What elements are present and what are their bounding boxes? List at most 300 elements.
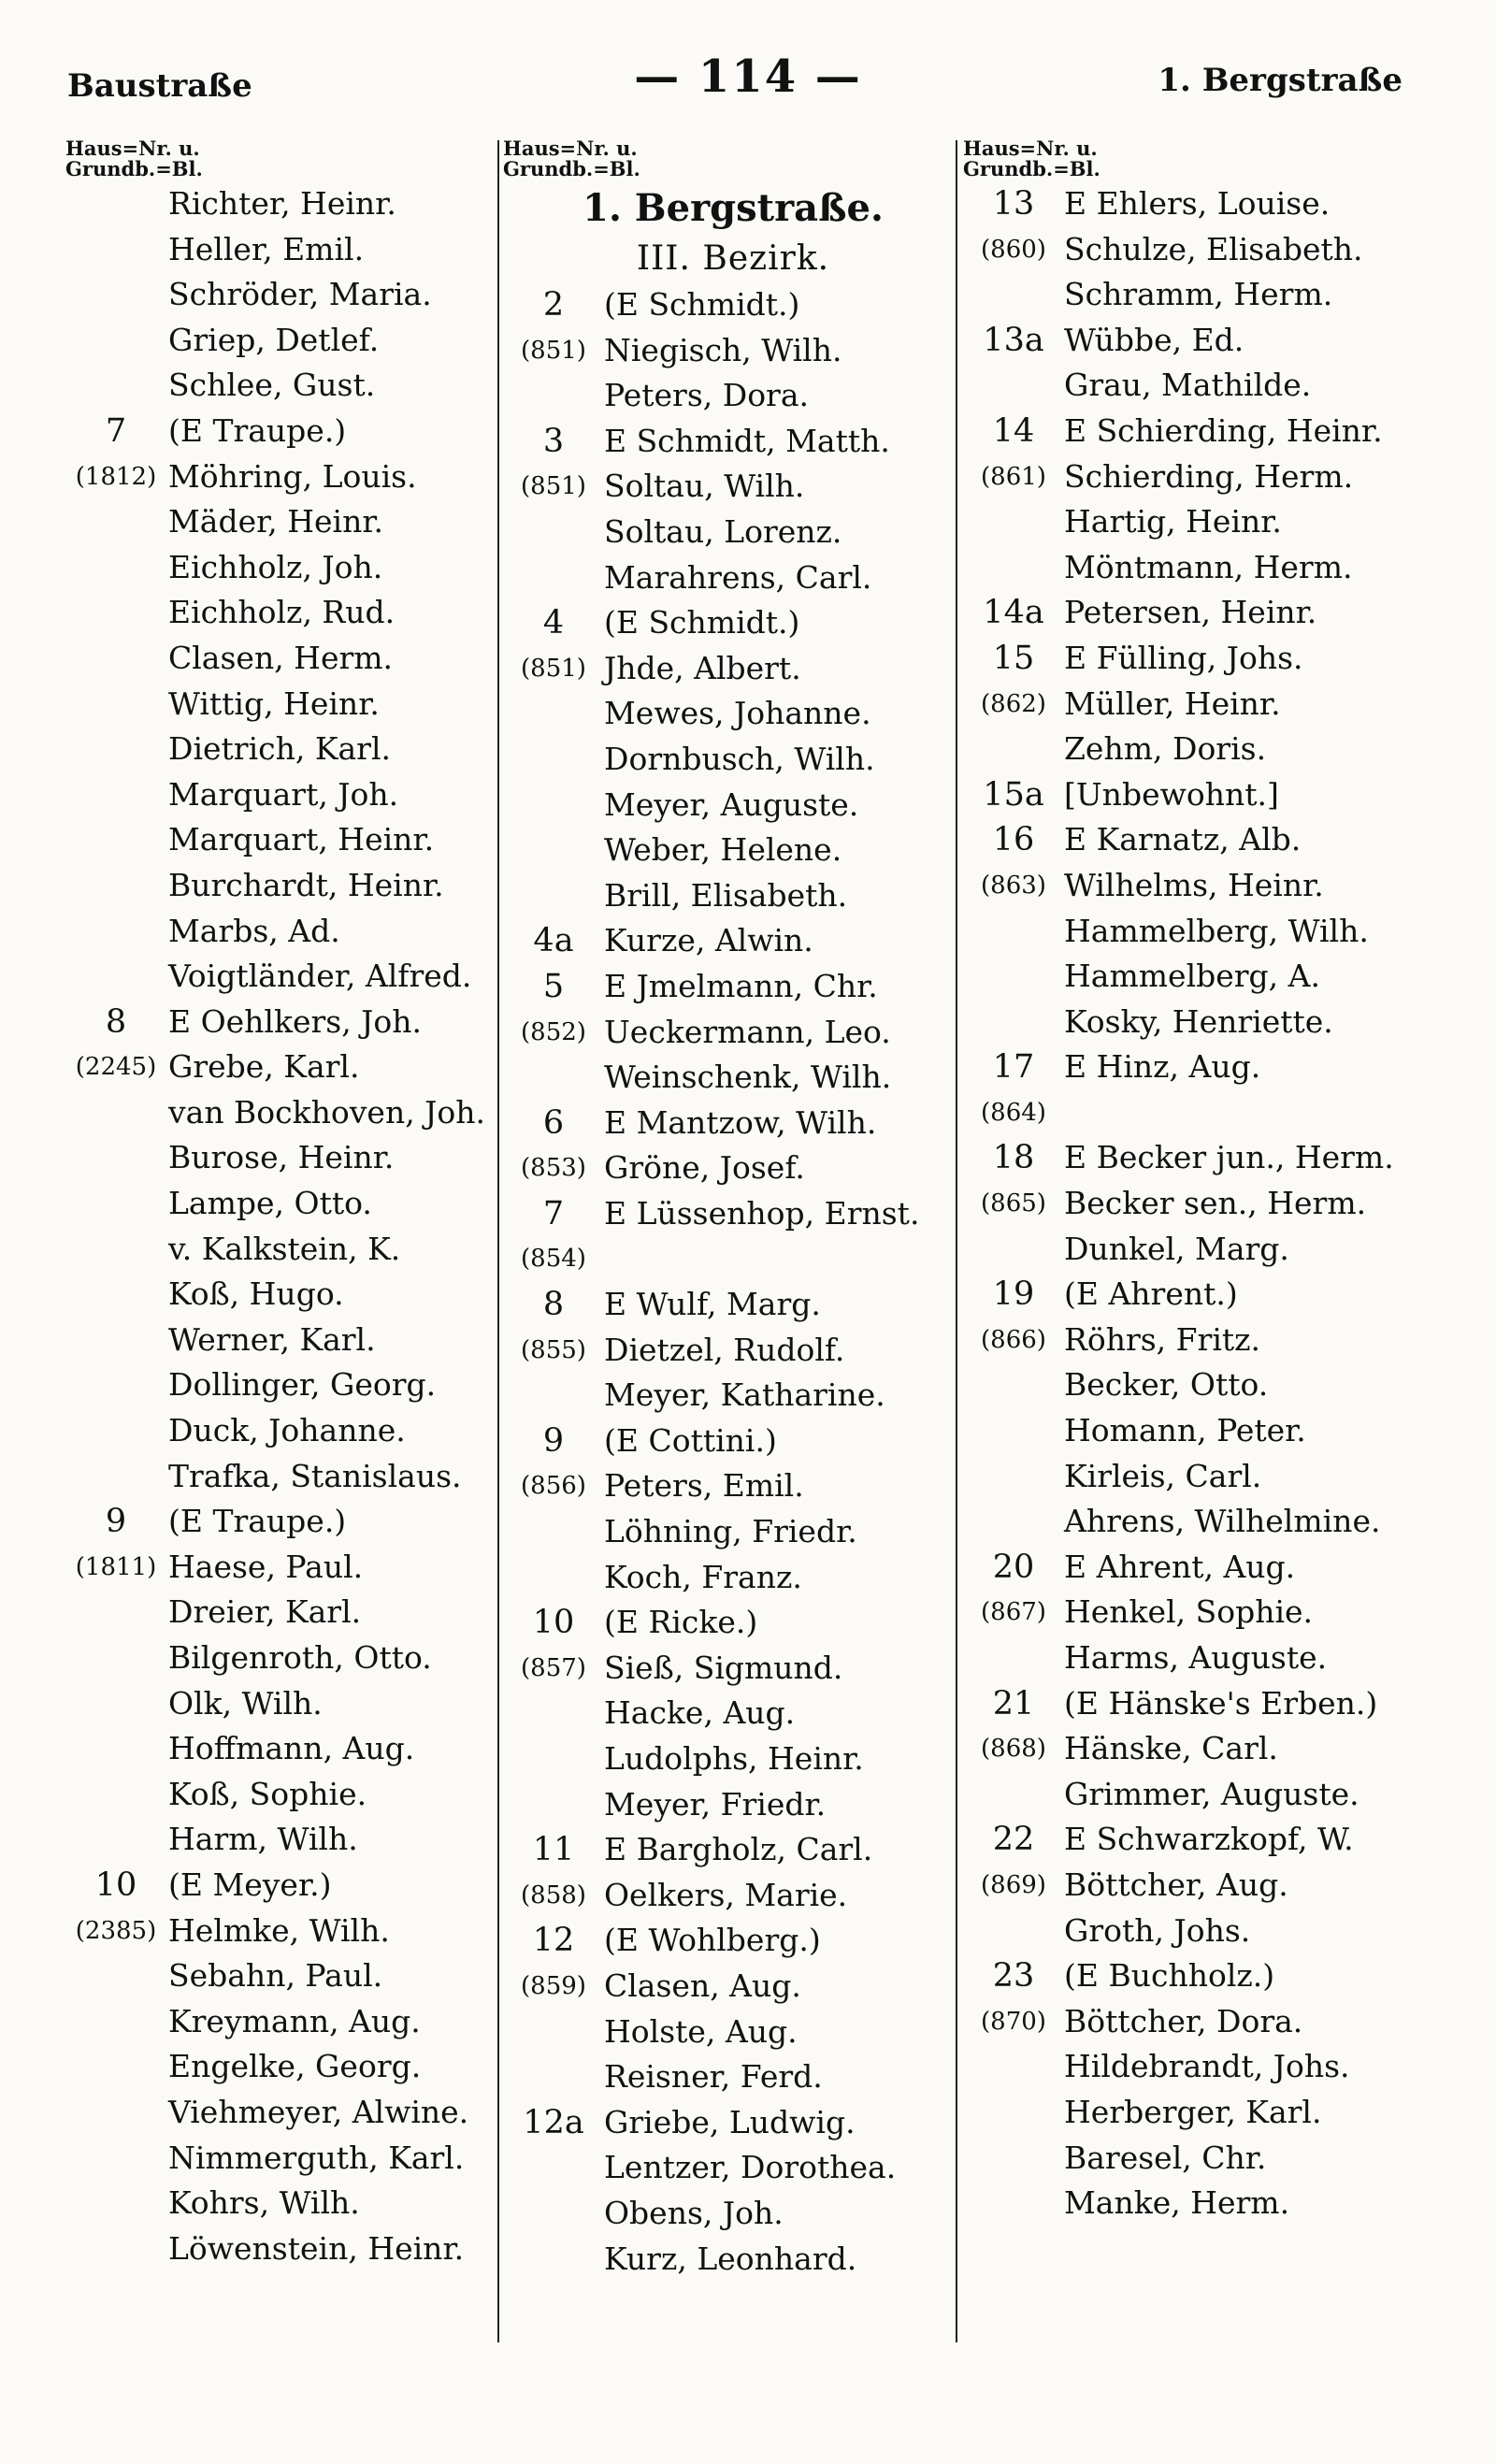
directory-entry [963,1408,1431,1454]
house-number: 15a [983,775,1044,814]
house-number: 14 [992,411,1035,450]
directory-entry [503,1419,963,1464]
directory-entry [503,737,963,783]
directory-entry [65,2181,514,2226]
resident-name: Marahrens, Carl. [604,558,872,596]
resident-name: Becker sen., Herm. [1064,1185,1367,1222]
resident-name: Eichholz, Rud. [168,594,396,631]
directory-entry [65,1362,514,1408]
resident-name: Möhring, Louis. [168,457,417,495]
resident-name: Henkel, Sophie. [1064,1593,1314,1631]
directory-entry [65,1499,514,1545]
resident-name: Obens, Joh. [604,2194,784,2231]
grundbuch-number: (855) [521,1335,586,1364]
resident-name: Mewes, Johanne. [604,695,871,732]
directory-entry [503,1736,963,1782]
directory-entry [963,1272,1431,1318]
directory-entry [503,1191,963,1237]
directory-entry [963,1227,1431,1273]
grundbuch-number: (860) [981,235,1046,264]
directory-entry [963,1362,1431,1408]
resident-name: E Ahrent, Aug. [1064,1548,1296,1585]
resident-name: E Hinz, Aug. [1064,1048,1261,1086]
directory-entry [963,817,1431,863]
directory-entry [65,1681,514,1727]
house-number: 14a [983,594,1044,632]
resident-name: Trafka, Stanislaus. [168,1457,462,1494]
directory-entry [65,909,514,955]
resident-name: Möntmann, Herm. [1064,548,1353,585]
house-number: 13 [992,185,1035,223]
page-number: — 114 — [634,50,862,103]
resident-name: Gröne, Josef. [604,1149,805,1187]
directory-entry [65,863,514,909]
column-header-line: Grundb.=Bl. [963,157,1100,180]
resident-name: (E Cottini.) [604,1421,777,1459]
resident-name: Böttcher, Aug. [1064,1866,1288,1903]
resident-name: Meyer, Katharine. [604,1376,885,1414]
directory-entry [65,181,514,227]
district-heading: III. Bezirk. [636,239,830,278]
directory-entry [65,1454,514,1500]
resident-name: (E Traupe.) [168,411,347,449]
directory-entry [65,1545,514,1591]
directory-entry [65,2090,514,2136]
resident-name: Harms, Auguste. [1064,1639,1328,1676]
resident-name: (E Ahrent.) [1064,1275,1238,1313]
resident-name: [Unbewohnt.] [1064,775,1279,813]
directory-entry [963,181,1431,227]
resident-name: Burose, Heinr. [168,1139,395,1176]
directory-entry [65,2044,514,2090]
resident-name: Koß, Hugo. [168,1275,344,1313]
resident-name: E Schierding, Heinr. [1064,411,1383,449]
resident-name: Bilgenroth, Otto. [168,1639,432,1676]
directory-entry [503,1646,963,1692]
directory-entry [503,1509,963,1555]
directory-entry [963,909,1431,955]
directory-entry [65,2136,514,2182]
resident-name: Ludolphs, Heinr. [604,1740,864,1777]
directory-entry [963,227,1431,273]
house-number: 21 [992,1684,1035,1722]
resident-name: Petersen, Heinr. [1064,594,1317,631]
column-3 [963,138,1431,2226]
directory-entry [65,1090,514,1136]
directory-entry [65,1909,514,1954]
resident-name: Kurz, Leonhard. [604,2240,857,2277]
resident-name: Zehm, Doris. [1064,730,1267,768]
resident-name: Schulze, Elisabeth. [1064,230,1363,267]
house-number: 3 [542,422,565,460]
resident-name: Harm, Wilh. [168,1821,358,1858]
directory-entry [503,1600,963,1646]
column-header-line: Grundb.=Bl. [503,157,640,180]
resident-name: Röhrs, Fritz. [1064,1320,1261,1358]
directory-entry [963,318,1431,364]
directory-entry [65,409,514,454]
directory-entry [65,2226,514,2272]
house-number: 10 [94,1866,137,1904]
directory-entry [503,1055,963,1101]
directory-entry [503,964,963,1010]
directory-entry [65,817,514,863]
street-title: 1. Bergstraße. [583,186,884,230]
resident-name: Sieß, Sigmund. [604,1649,843,1686]
directory-entry [963,1090,1431,1136]
resident-name: Griebe, Ludwig. [604,2103,856,2140]
resident-name: Grimmer, Auguste. [1064,1775,1359,1812]
resident-name: Wittig, Heinr. [168,684,380,722]
directory-entry [503,1146,963,1191]
column-header-line: Haus=Nr. u. [503,137,638,160]
directory-entry [65,682,514,728]
resident-name: van Bockhoven, Joh. [168,1093,486,1131]
directory-entry [963,499,1431,545]
resident-name: v. Kalkstein, K. [168,1230,401,1267]
resident-name: Hildebrandt, Johs. [1064,2048,1350,2085]
resident-name: Homann, Peter. [1064,1412,1306,1449]
grundbuch-number: (854) [521,1245,586,1274]
directory-entry [65,272,514,318]
directory-entry [963,454,1431,500]
grundbuch-number: (851) [521,654,586,683]
directory-entry [65,1953,514,1999]
house-number: 11 [532,1831,575,1869]
directory-entry [65,1318,514,1363]
house-number: 10 [532,1604,575,1642]
grundbuch-number: (1811) [75,1552,157,1581]
resident-name: Wilhelms, Heinr. [1064,866,1324,903]
house-number: 5 [542,967,565,1005]
resident-name: Koß, Sophie. [168,1775,367,1812]
resident-name: Dollinger, Georg. [168,1366,437,1404]
directory-entry [65,1181,514,1227]
house-number: 22 [992,1821,1035,1859]
resident-name: E Ehlers, Louise. [1064,185,1331,222]
directory-entry [65,727,514,772]
resident-name: Brill, Elisabeth. [604,876,848,914]
resident-name: Peters, Emil. [604,1467,804,1505]
resident-name: Niegisch, Wilh. [604,331,842,368]
house-number: 19 [992,1275,1035,1314]
directory-entry [503,918,963,964]
directory-entry [503,1555,963,1601]
house-number: 20 [992,1548,1035,1586]
resident-name: E Becker jun., Herm. [1064,1139,1394,1176]
column-header [65,138,514,181]
directory-entry [65,772,514,818]
directory-entry [65,1635,514,1681]
directory-entry [503,1463,963,1509]
directory-entry [65,636,514,682]
grundbuch-number: (856) [521,1472,586,1501]
resident-name: Groth, Johs. [1064,1911,1251,1949]
resident-name: E Mantzow, Wilh. [604,1103,877,1141]
resident-name: Heller, Emil. [168,230,365,267]
entry-list [503,282,963,2282]
directory-entry [963,1953,1431,1999]
resident-name: (E Schmidt.) [604,604,800,641]
directory-entry [65,1227,514,1273]
directory-entry [963,1000,1431,1045]
resident-name: (E Hänske's Erben.) [1064,1684,1378,1722]
directory-entry [65,454,514,500]
directory-entry [503,464,963,510]
resident-name: Koch, Franz. [604,1558,802,1595]
directory-entry [503,1691,963,1736]
resident-name: Nimmerguth, Karl. [168,2139,465,2176]
directory-entry [963,1863,1431,1909]
resident-name: Oelkers, Marie. [604,1876,848,1913]
directory-entry [503,1918,963,1964]
directory-entry [963,363,1431,409]
grundbuch-number: (862) [981,689,1046,718]
directory-entry [963,1135,1431,1181]
directory-entry [65,1272,514,1318]
directory-entry [503,1782,963,1828]
resident-name: Lentzer, Dorothea. [604,2149,897,2186]
directory-entry [503,1373,963,1419]
directory-entry [503,783,963,829]
directory-entry [963,1999,1431,2045]
directory-entry [503,600,963,646]
directory-entry [65,227,514,273]
directory-entry [503,282,963,328]
resident-name: Hacke, Aug. [604,1694,796,1732]
grundbuch-number: (870) [981,2007,1046,2036]
directory-entry [503,328,963,374]
resident-name: Dietzel, Rudolf. [604,1331,845,1368]
directory-entry [503,691,963,737]
resident-name: Lampe, Otto. [168,1185,372,1222]
directory-entry [963,1590,1431,1635]
directory-entry [963,1181,1431,1227]
resident-name: Grau, Mathilde. [1064,367,1312,404]
house-number: 8 [105,1002,127,1041]
directory-entry [503,1873,963,1919]
house-number: 6 [542,1103,565,1142]
directory-entry [65,954,514,1000]
directory-entry [503,510,963,555]
directory-entry [963,2044,1431,2090]
resident-name: E Karnatz, Alb. [1064,821,1302,858]
resident-name: Ahrens, Wilhelmine. [1064,1503,1381,1540]
directory-entry [963,682,1431,728]
resident-name: Löhning, Friedr. [604,1513,857,1550]
house-number: 7 [105,411,127,450]
directory-entry [963,1681,1431,1727]
directory-entry [503,2145,963,2191]
grundbuch-number: (857) [521,1653,586,1682]
resident-name: Schramm, Herm. [1064,276,1333,313]
resident-name: E Jmelmann, Chr. [604,967,878,1004]
directory-entry [503,2054,963,2100]
resident-name: (E Meyer.) [168,1866,332,1903]
directory-entry [963,1726,1431,1772]
directory-entry [963,272,1431,318]
resident-name: Schierding, Herm. [1064,457,1354,495]
house-number: 2 [542,286,565,324]
directory-entry [963,636,1431,682]
house-number: 13a [983,321,1044,359]
grundbuch-number: (864) [981,1098,1046,1127]
grundbuch-number: (852) [521,1017,586,1046]
grundbuch-number: (868) [981,1735,1046,1764]
resident-name: Eichholz, Joh. [168,548,383,585]
grundbuch-number: (865) [981,1189,1046,1218]
grundbuch-number: (859) [521,1971,586,2000]
resident-name: Holste, Aug. [604,2012,798,2050]
resident-name: Burchardt, Heinr. [168,866,444,903]
directory-entry [963,863,1431,909]
resident-name: Grebe, Karl. [168,1048,360,1086]
grundbuch-number: (869) [981,1870,1046,1899]
resident-name: E Schmidt, Matth. [604,422,890,459]
resident-name: Becker, Otto. [1064,1366,1269,1404]
directory-entry [963,1499,1431,1545]
directory-entry [65,1726,514,1772]
resident-name: Sebahn, Paul. [168,1957,383,1995]
resident-name: Voigtländer, Alfred. [168,958,472,995]
entry-list [963,181,1431,2226]
directory-entry [65,1999,514,2045]
resident-name: Ueckermann, Leo. [604,1013,891,1050]
resident-name: Meyer, Auguste. [604,785,859,823]
resident-name: Löwenstein, Heinr. [168,2229,465,2267]
resident-name: E Fülling, Johs. [1064,639,1303,676]
column-1 [65,138,514,2271]
resident-name: Duck, Johanne. [168,1412,406,1449]
resident-name: Böttcher, Dora. [1064,2002,1303,2039]
grundbuch-number: (853) [521,1154,586,1183]
running-head-left: Baustraße [67,67,252,105]
grundbuch-number: (851) [521,472,586,501]
resident-name: Soltau, Lorenz. [604,512,842,550]
grundbuch-number: (863) [981,871,1046,900]
resident-name: Dietrich, Karl. [168,730,391,768]
resident-name: E Schwarzkopf, W. [1064,1821,1354,1858]
directory-entry [65,1408,514,1454]
directory-entry [503,1827,963,1873]
directory-entry [963,1817,1431,1863]
resident-name: (E Traupe.) [168,1503,347,1540]
resident-name: Weinschenk, Wilh. [604,1059,892,1096]
directory-entry [963,1909,1431,1954]
directory-entry [503,1964,963,2010]
resident-name: Hammelberg, Wilh. [1064,912,1369,949]
directory-entry [65,1590,514,1635]
resident-name: Schlee, Gust. [168,367,376,404]
resident-name: Clasen, Aug. [604,1967,801,2004]
column-header [503,138,963,181]
resident-name: Dunkel, Marg. [1064,1230,1289,1267]
directory-entry [65,1863,514,1909]
directory-entry [503,873,963,919]
house-number: 16 [992,821,1035,859]
resident-name: Griep, Detlef. [168,321,380,358]
directory-entry [503,373,963,419]
directory-entry [65,1045,514,1090]
directory-entry [65,1772,514,1818]
house-number: 9 [105,1503,127,1541]
entry-list [65,181,514,2271]
resident-name: Müller, Heinr. [1064,684,1281,722]
resident-name: Marbs, Ad. [168,912,340,949]
house-number: 12 [532,1922,575,1960]
directory-entry [503,1236,963,1282]
resident-name: E Wulf, Marg. [604,1286,821,1323]
directory-entry [963,1454,1431,1500]
resident-name: Hänske, Carl. [1064,1730,1278,1767]
directory-entry [503,646,963,692]
directory-entry [65,499,514,545]
resident-name: Marquart, Heinr. [168,821,435,858]
column-header-line: Haus=Nr. u. [65,137,200,160]
resident-name: Haese, Paul. [168,1548,364,1585]
directory-entry [963,1772,1431,1818]
resident-name: Clasen, Herm. [168,639,394,676]
directory-entry [963,727,1431,772]
resident-name: Kirleis, Carl. [1064,1457,1262,1494]
resident-name: (E Schmidt.) [604,286,800,323]
running-head [0,45,1496,120]
house-number: 18 [992,1139,1035,1177]
directory-entry [65,1135,514,1181]
resident-name: Hammelberg, A. [1064,958,1320,995]
resident-name: Kurze, Alwin. [604,922,813,959]
directory-entry [65,590,514,636]
resident-name: Peters, Dora. [604,377,809,414]
directory-entry [503,2100,963,2146]
directory-entry [963,954,1431,1000]
directory-entry [963,590,1431,636]
grundbuch-number: (866) [981,1325,1046,1354]
directory-entry [963,1045,1431,1090]
resident-name: (E Ricke.) [604,1604,758,1641]
directory-entry [963,2090,1431,2136]
resident-name: Dornbusch, Wilh. [604,740,875,777]
directory-entry [963,1545,1431,1591]
directory-entry [503,555,963,601]
directory-entry [503,1328,963,1374]
resident-name: E Lüssenhop, Ernst. [604,1194,920,1232]
resident-name: Olk, Wilh. [168,1684,323,1722]
resident-name: Meyer, Friedr. [604,1785,827,1823]
directory-entry [963,772,1431,818]
directory-entry [65,545,514,591]
grundbuch-number: (861) [981,462,1046,491]
house-number: 23 [992,1957,1035,1996]
resident-name: Richter, Heinr. [168,185,396,222]
running-head-right: 1. Bergstraße [1158,62,1402,99]
grundbuch-number: (2245) [75,1053,157,1082]
directory-entry [503,1101,963,1146]
resident-name: E Oehlkers, Joh. [168,1002,423,1040]
directory-entry [503,2237,963,2283]
resident-name: Kohrs, Wilh. [168,2184,360,2222]
column-header-line: Grundb.=Bl. [65,157,203,180]
resident-name: Soltau, Wilh. [604,468,805,505]
resident-name: Herberger, Karl. [1064,2093,1322,2130]
directory-entry [963,1635,1431,1681]
directory-entry [503,2191,963,2237]
resident-name: Reisner, Ferd. [604,2058,823,2096]
directory-entry [503,2010,963,2055]
grundbuch-number: (1812) [75,462,157,491]
resident-name: Schröder, Maria. [168,276,432,313]
house-number: 7 [542,1194,565,1232]
